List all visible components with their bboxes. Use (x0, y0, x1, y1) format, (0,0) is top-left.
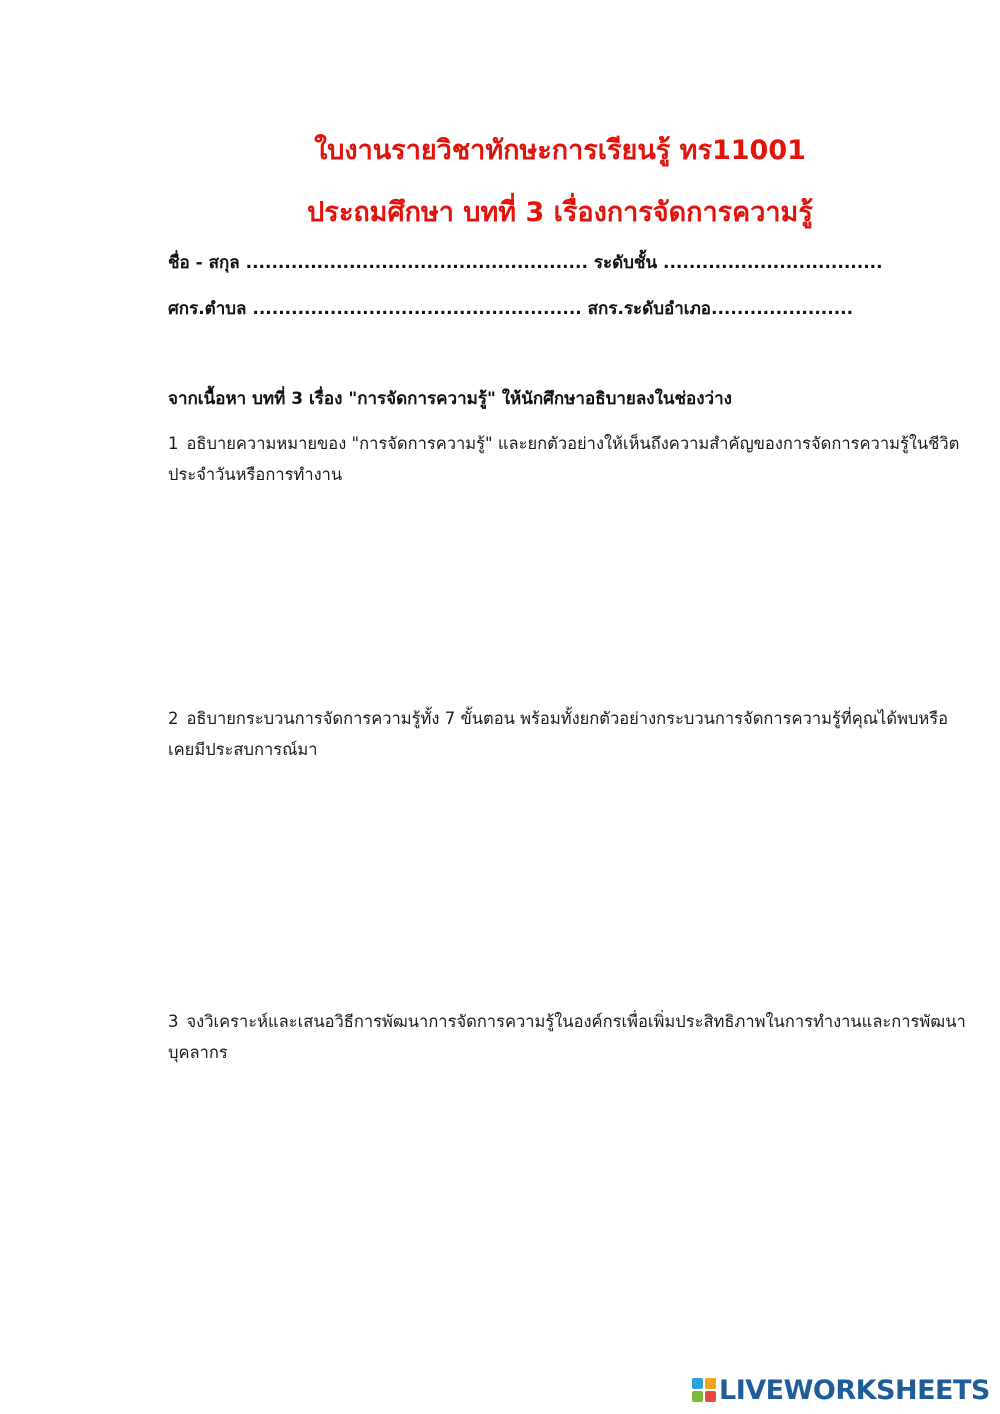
name-class-field-line: ชื่อ - สกุล ..................................................... ระดับชั้น .................................. (168, 253, 883, 273)
logo-square-icon (705, 1378, 716, 1389)
logo-square-icon (692, 1378, 703, 1389)
question-3 (168, 1006, 968, 1068)
liveworksheets-logo-icon (692, 1378, 716, 1402)
logo-square-icon (692, 1391, 703, 1402)
liveworksheets-logo[interactable] (692, 1374, 990, 1406)
question-text: อธิบายกระบวนการจัดการความรู้ทั้ง 7 ขั้นตอน พร้อมทั้งยกตัวอย่างกระบวนการจัดการความรู้ที่คุณได้พบหรือเคยมีประสบการณ์มา (168, 709, 949, 759)
question-text: จงวิเคราะห์และเสนอวิธีการพัฒนาการจัดการความรู้ในองค์กรเพื่อเพิ่มประสิทธิภาพในการทำงานและการพัฒนาบุคลากร (168, 1012, 966, 1062)
question-number: 3 (168, 1012, 179, 1031)
logo-text: LIVEWORKSHEETS (719, 1374, 990, 1406)
question-number: 1 (168, 434, 179, 453)
worksheet-subtitle: ประถมศึกษา บทที่ 3 เรื่องการจัดการความรู้ (307, 197, 813, 228)
learning-center-field-line: ศกร.ตำบล ................................................... สกร.ระดับอำเภอ...................... (168, 299, 854, 319)
question-1 (168, 428, 968, 490)
logo-square-icon (705, 1391, 716, 1402)
question-text: อธิบายความหมายของ "การจัดการความรู้" และยกตัวอย่างให้เห็นถึงความสำคัญของการจัดการความรู้ในชีวิตประจำวันหรือการทำงาน (168, 434, 960, 484)
worksheet-title: ใบงานรายวิชาทักษะการเรียนรู้ ทร11001 (314, 135, 806, 166)
instruction-text: จากเนื้อหา บทที่ 3 เรื่อง "การจัดการความรู้" ให้นักศึกษาอธิบายลงในช่องว่าง (168, 389, 732, 409)
question-2 (168, 703, 968, 765)
question-number: 2 (168, 709, 179, 728)
